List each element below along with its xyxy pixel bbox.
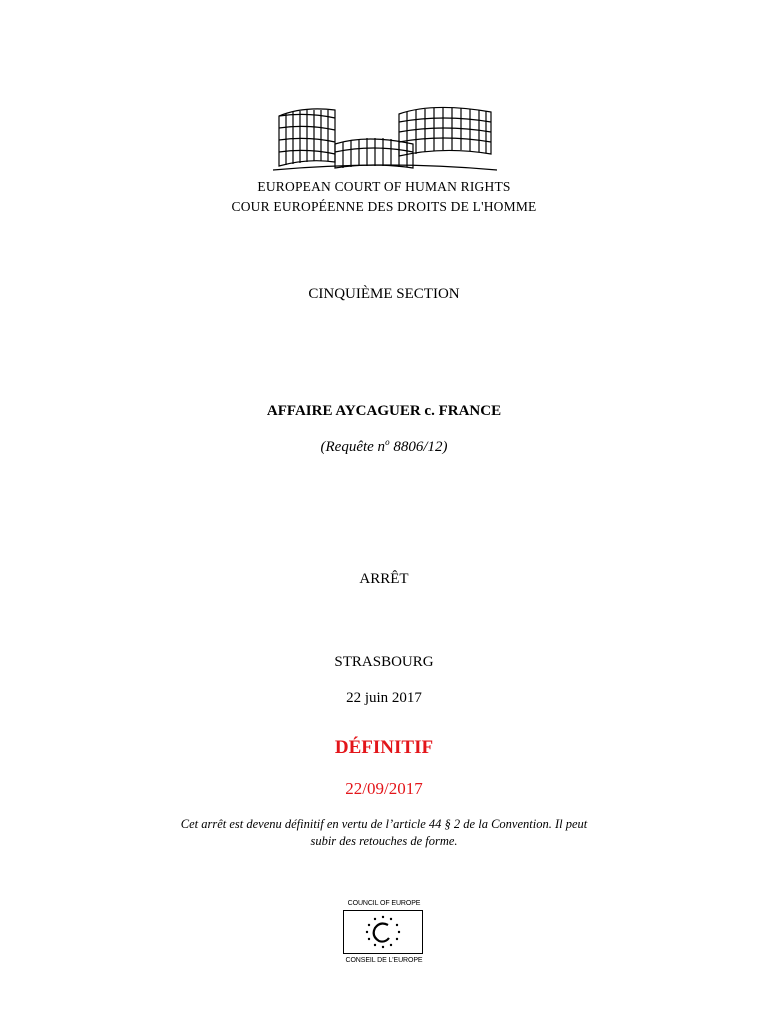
court-name-french: COUR EUROPÉENNE DES DROITS DE L'HOMME: [231, 199, 537, 214]
final-note-line-1: Cet arrêt est devenu définitif en vertu de l’article 44 § 2 de la Convention. Il peut: [180, 817, 588, 831]
final-date: 22/09/2017: [345, 779, 423, 798]
case-title: AFFAIRE AYCAGUER c. FRANCE: [266, 403, 502, 419]
judgment-date: 22 juin 2017: [346, 690, 422, 706]
court-building-icon: [273, 104, 497, 176]
application-number: [0, 439, 768, 456]
section-title: CINQUIÈME SECTION: [308, 286, 460, 302]
council-of-europe-logo: [342, 900, 426, 966]
coe-logo-top-text: COUNCIL OF EUROPE: [347, 900, 421, 907]
application-prefix: (Requête n: [320, 439, 386, 455]
final-note-line-2: subir des retouches de forme.: [310, 834, 458, 848]
final-label: DÉFINITIF: [334, 737, 434, 758]
court-name-english: EUROPEAN COURT OF HUMAN RIGHTS: [257, 179, 511, 194]
application-sup: o: [385, 437, 390, 447]
judgment-type: ARRÊT: [359, 571, 409, 587]
place: STRASBOURG: [334, 654, 434, 670]
final-note: [0, 816, 768, 850]
council-of-europe-icon: [344, 911, 422, 953]
application-suffix: 8806/12): [389, 439, 448, 455]
coe-logo-bottom-text: CONSEIL DE L'EUROPE: [345, 957, 423, 964]
coe-logo-frame: [343, 910, 423, 954]
